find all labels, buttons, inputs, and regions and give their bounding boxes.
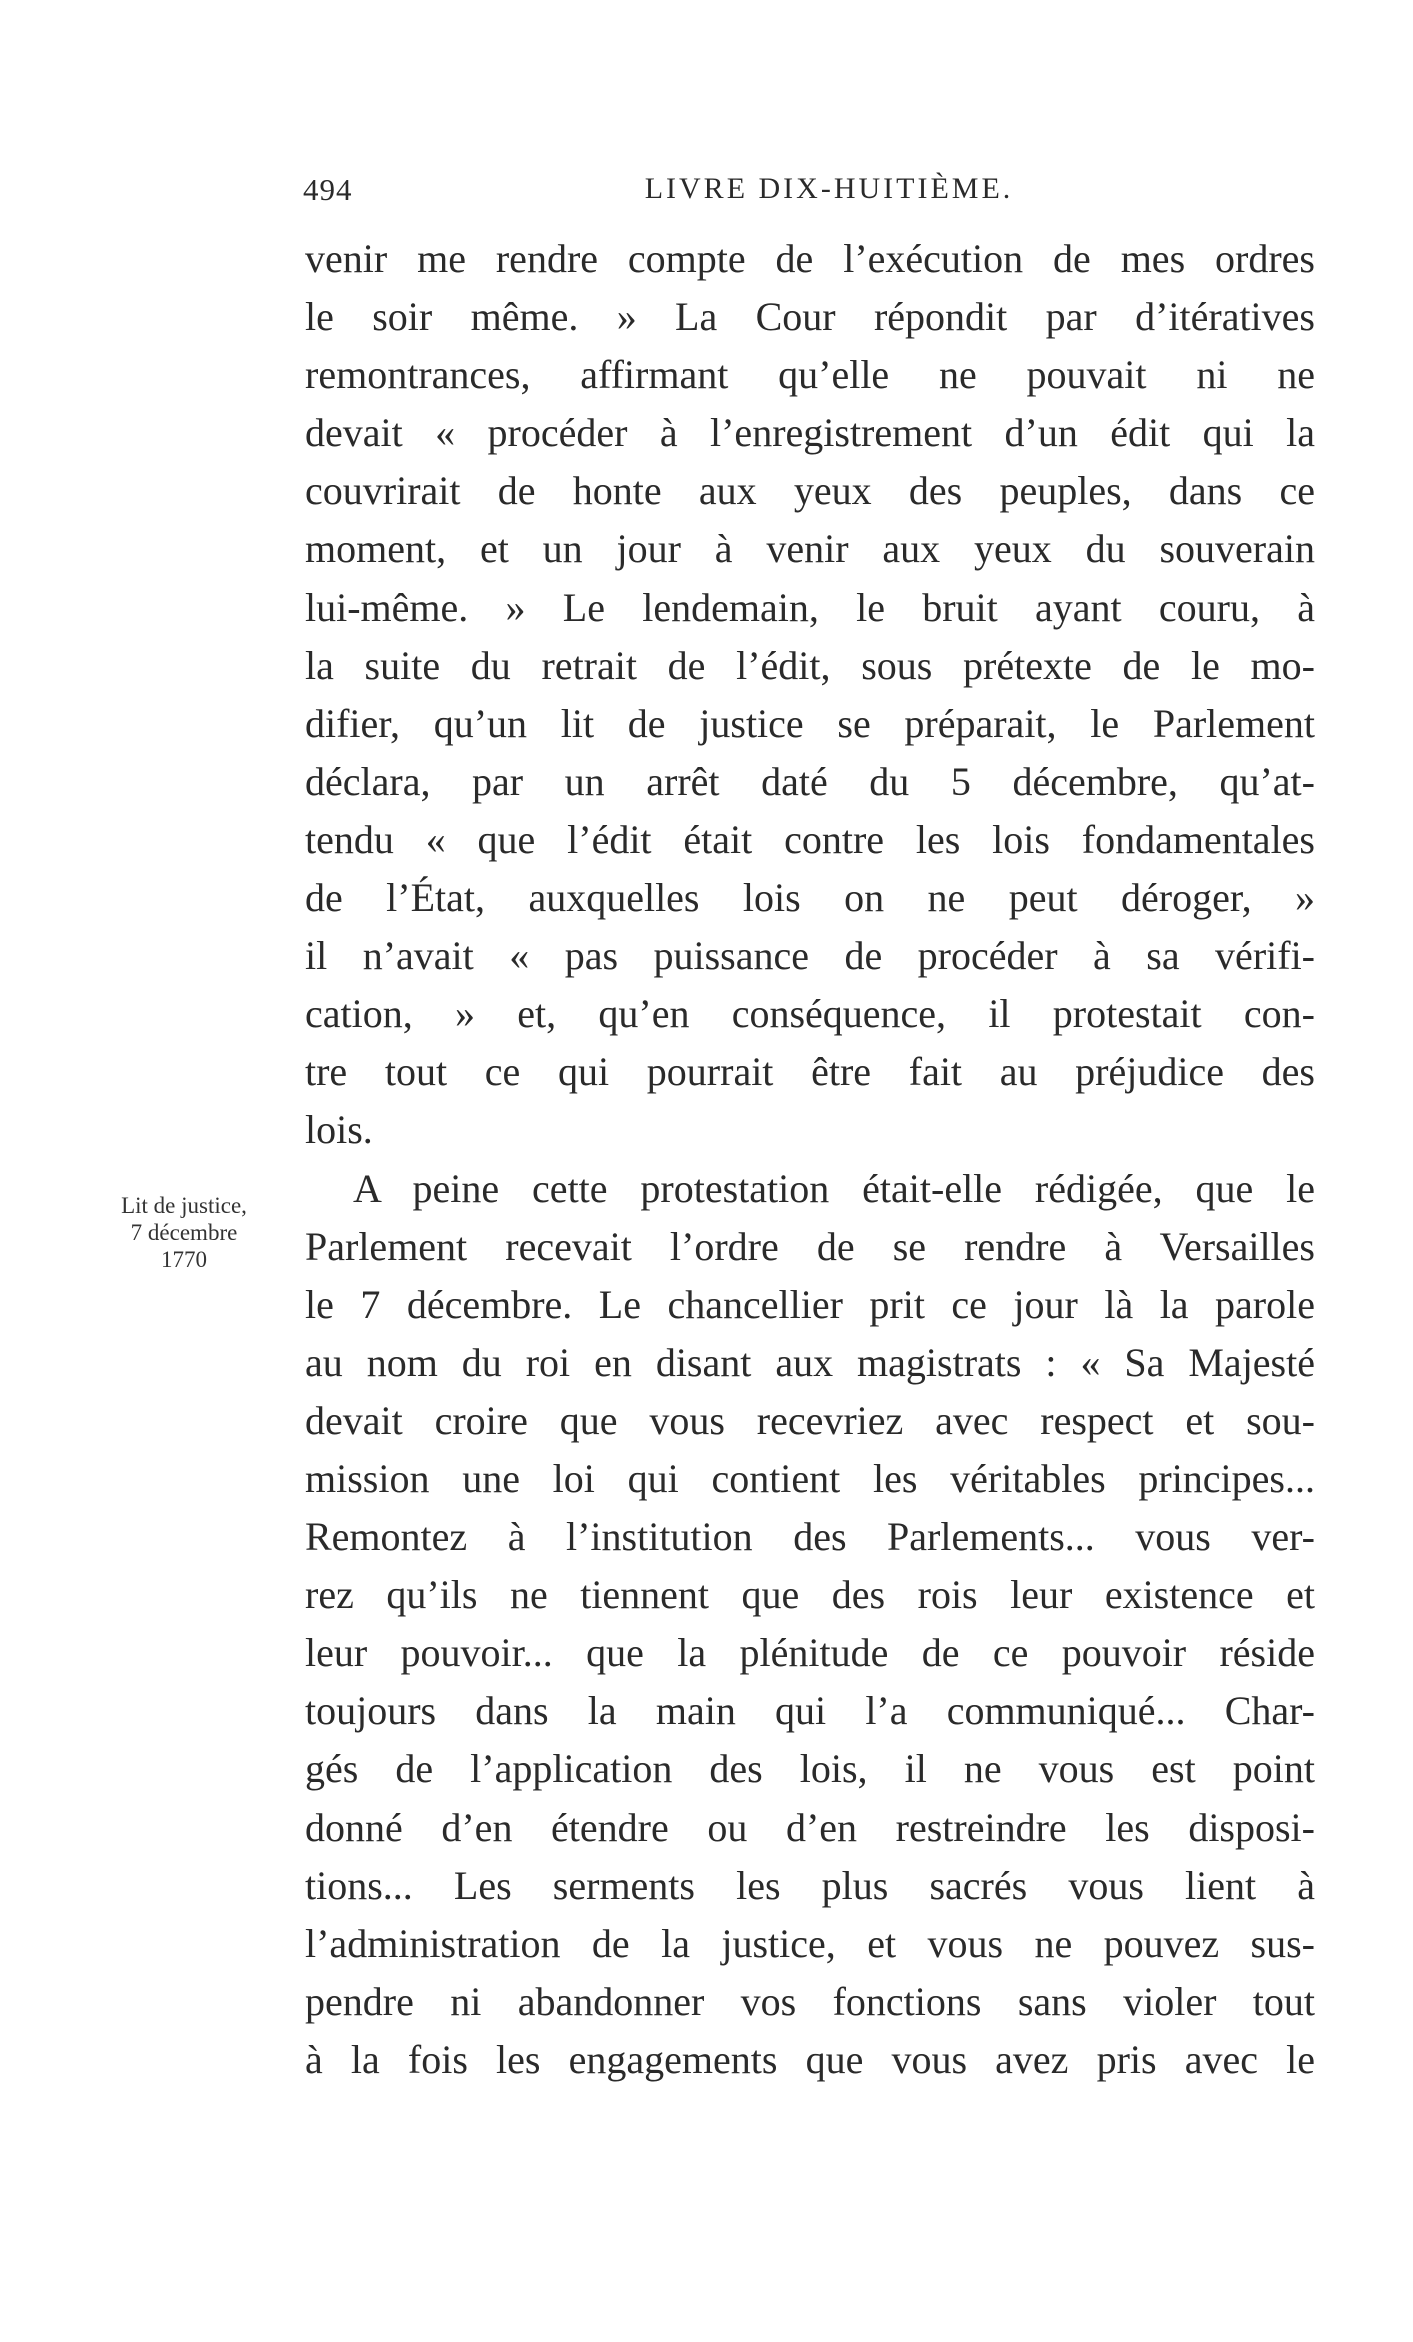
text-line: leur pouvoir... que la plénitude de ce pouvoir réside xyxy=(305,1630,1315,1676)
margin-note-line: 1770 xyxy=(161,1247,207,1272)
text-line: couvrirait de honte aux yeux des peuples, dans ce xyxy=(305,468,1315,514)
text-line: déclara, par un arrêt daté du 5 décembre, qu’at- xyxy=(305,758,1315,804)
text-line: cation, » et, qu’en conséquence, il protestait con- xyxy=(305,991,1315,1037)
text-line: venir me rendre compte de l’exécution de mes ordres xyxy=(305,236,1315,281)
text-line: lois. xyxy=(305,1107,373,1153)
text-line: lui-même. » Le lendemain, le bruit ayant couru, à xyxy=(305,584,1315,630)
running-title: LIVRE DIX-HUITIÈME. xyxy=(644,172,1014,205)
text-line: gés de l’application des lois, il ne vous est point xyxy=(305,1746,1315,1792)
text-line: tions... Les serments les plus sacrés vous lient à xyxy=(305,1862,1315,1908)
body-text xyxy=(305,230,1315,2089)
text-line: le soir même. » La Cour répondit par d’itératives xyxy=(305,294,1315,340)
text-line: toujours dans la main qui l’a communiqué... Char- xyxy=(305,1688,1315,1734)
text-line: devait croire que vous recevriez avec respect et sou- xyxy=(305,1397,1315,1443)
margin-note-line: 7 décembre xyxy=(130,1220,238,1245)
page-number: 494 xyxy=(303,172,353,207)
text-line: au nom du roi en disant aux magistrats : « Sa Majesté xyxy=(305,1339,1315,1385)
text-line: devait « procéder à l’enregistrement d’un édit qui la xyxy=(305,410,1315,456)
margin-note-line: Lit de justice, xyxy=(121,1193,247,1218)
text-line: Remontez à l’institution des Parlements... vous ver- xyxy=(305,1514,1315,1560)
text-line: donné d’en étendre ou d’en restreindre les disposi- xyxy=(305,1804,1315,1850)
text-line: l’administration de la justice, et vous ne pouvez sus- xyxy=(305,1920,1315,1966)
text-line: de l’État, auxquelles lois on ne peut déroger, » xyxy=(305,875,1315,921)
text-line: difier, qu’un lit de justice se préparait, le Parlement xyxy=(305,700,1315,746)
text-line: tendu « que l’édit était contre les lois fondamentales xyxy=(305,816,1315,862)
text-line: à la fois les engagements que vous avez pris avec le xyxy=(305,2036,1315,2082)
paragraph-start-line: A peine cette protestation était-elle rédigée, que le xyxy=(353,1165,1315,1211)
text-line: il n’avait « pas puissance de procéder à sa vérifi- xyxy=(305,933,1315,979)
text-line: rez qu’ils ne tiennent que des rois leur existence et xyxy=(305,1572,1315,1618)
text-line: mission une loi qui contient les véritables principes... xyxy=(305,1455,1315,1501)
text-line: le 7 décembre. Le chancellier prit ce jour là la parole xyxy=(305,1281,1315,1327)
text-line: remontrances, affirmant qu’elle ne pouvait ni ne xyxy=(305,352,1315,398)
text-line: Parlement recevait l’ordre de se rendre à Versailles xyxy=(305,1223,1315,1269)
text-line: moment, et un jour à venir aux yeux du souverain xyxy=(305,526,1315,572)
text-line: pendre ni abandonner vos fonctions sans violer tout xyxy=(305,1978,1315,2024)
text-line: la suite du retrait de l’édit, sous prétexte de le mo- xyxy=(305,642,1315,688)
running-head xyxy=(303,172,1315,212)
margin-note xyxy=(84,1192,284,1273)
text-line: tre tout ce qui pourrait être fait au préjudice des xyxy=(305,1049,1315,1095)
